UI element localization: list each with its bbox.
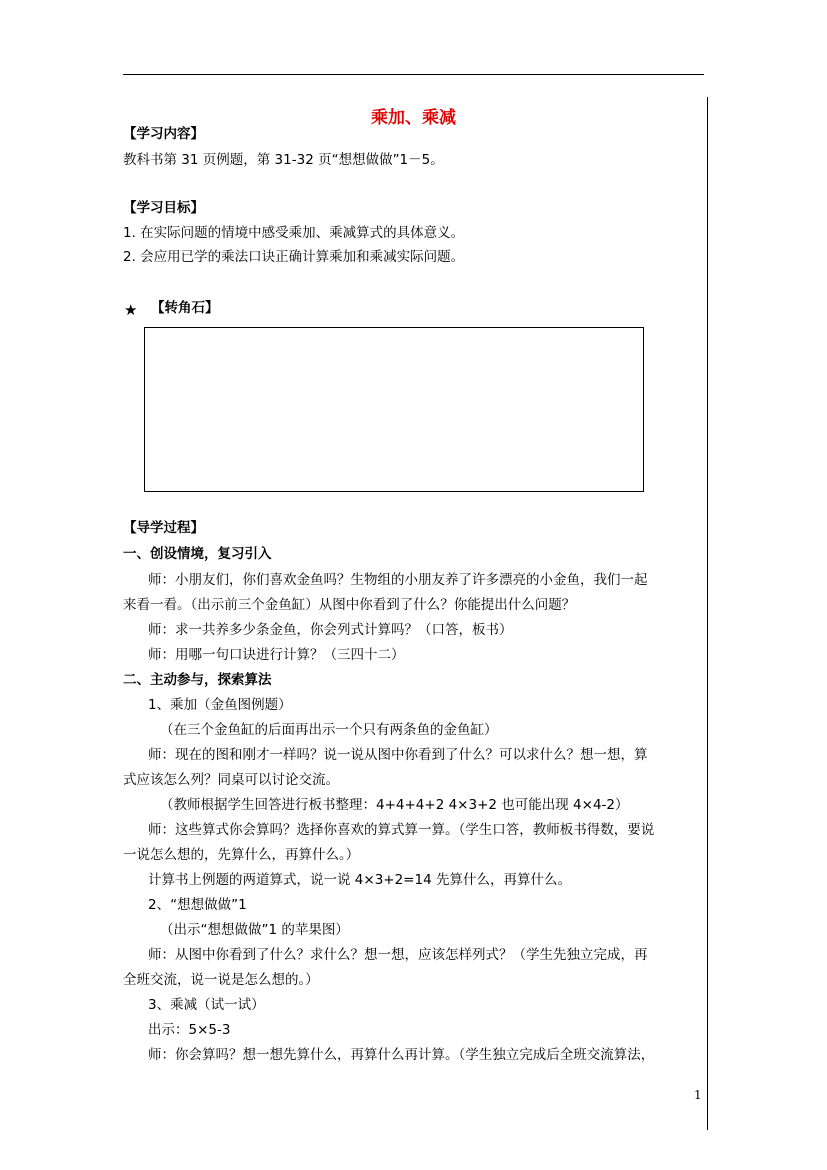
right-margin-rule (707, 97, 708, 1130)
page-title: 乘加、乘减 (371, 108, 456, 128)
paragraph-4a: 师：现在的图和刚才一样吗？说一说从图中你看到了什么？可以求什么？想一想，算 (148, 747, 648, 763)
paragraph-6a: 师：这些算式你会算吗？选择你喜欢的算式算一算。（学生口答，教师板书得数，要说 (148, 822, 655, 838)
paragraph-4b: 式应该怎么列？同桌可以讨论交流。 (123, 772, 339, 788)
subsection-1-note: （在三个金鱼缸的后面再出示一个只有两条鱼的金鱼缸） (160, 722, 498, 738)
subsection-1-heading: 1、乘加（金鱼图例题） (148, 697, 292, 713)
paragraph-6b: 一说怎么想的，先算什么，再算什么。） (123, 847, 360, 863)
content-heading: 【学习内容】 (123, 126, 204, 142)
section-2-heading: 二、主动参与，探索算法 (123, 672, 272, 688)
paragraph-10: 师：你会算吗？想一想先算什么，再算什么再计算。（学生独立完成后全班交流算法， (148, 1047, 655, 1063)
goal-item-2: 2. 会应用已学的乘法口诀正确计算乘加和乘减实际问题。 (123, 249, 465, 265)
goals-heading: 【学习目标】 (123, 200, 204, 216)
paragraph-1b: 来看一看。（出示前三个金鱼缸）从图中你看到了什么？你能提出什么问题？ (123, 597, 576, 613)
paragraph-3: 师：用哪一句口诀进行计算？（三四十二） (148, 647, 405, 663)
subsection-3-heading: 3、乘减（试一试） (148, 997, 265, 1013)
goal-item-1: 1. 在实际问题的情境中感受乘加、乘减算式的具体意义。 (123, 225, 465, 241)
subsection-2-note: （出示“想想做做”1 的苹果图） (160, 922, 349, 938)
content-text: 教科书第 31 页例题，第 31-32 页“想想做做”1－5。 (123, 152, 444, 168)
paragraph-8b: 全班交流，说一说是怎么想的。） (123, 972, 319, 988)
paragraph-7: 计算书上例题的两道算式，说一说 4×3+2=14 先算什么，再算什么。 (148, 872, 571, 888)
cornerstone-heading: 【转角石】 (151, 300, 219, 316)
paragraph-8a: 师：从图中你看到了什么？求什么？想一想，应该怎样列式？（学生先独立完成，再 (148, 947, 648, 963)
paragraph-9: 出示：5×5-3 (148, 1022, 231, 1038)
section-1-heading: 一、创设情境，复习引入 (123, 546, 272, 562)
page-number: 1 (694, 1088, 702, 1102)
paragraph-5: （教师根据学生回答进行板书整理：4+4+4+2 4×3+2 也可能出现 4×4-2） (160, 797, 629, 813)
star-icon: ★ (124, 301, 138, 319)
paragraph-2: 师：求一共养多少条金鱼，你会列式计算吗？（口答，板书） (148, 622, 513, 638)
header-rule (123, 74, 704, 75)
process-heading: 【导学过程】 (123, 520, 204, 536)
subsection-2-heading: 2、“想想做做”1 (148, 897, 247, 913)
cornerstone-box (144, 327, 644, 492)
paragraph-1a: 师：小朋友们，你们喜欢金鱼吗？生物组的小朋友养了许多漂亮的小金鱼，我们一起 (148, 572, 648, 588)
